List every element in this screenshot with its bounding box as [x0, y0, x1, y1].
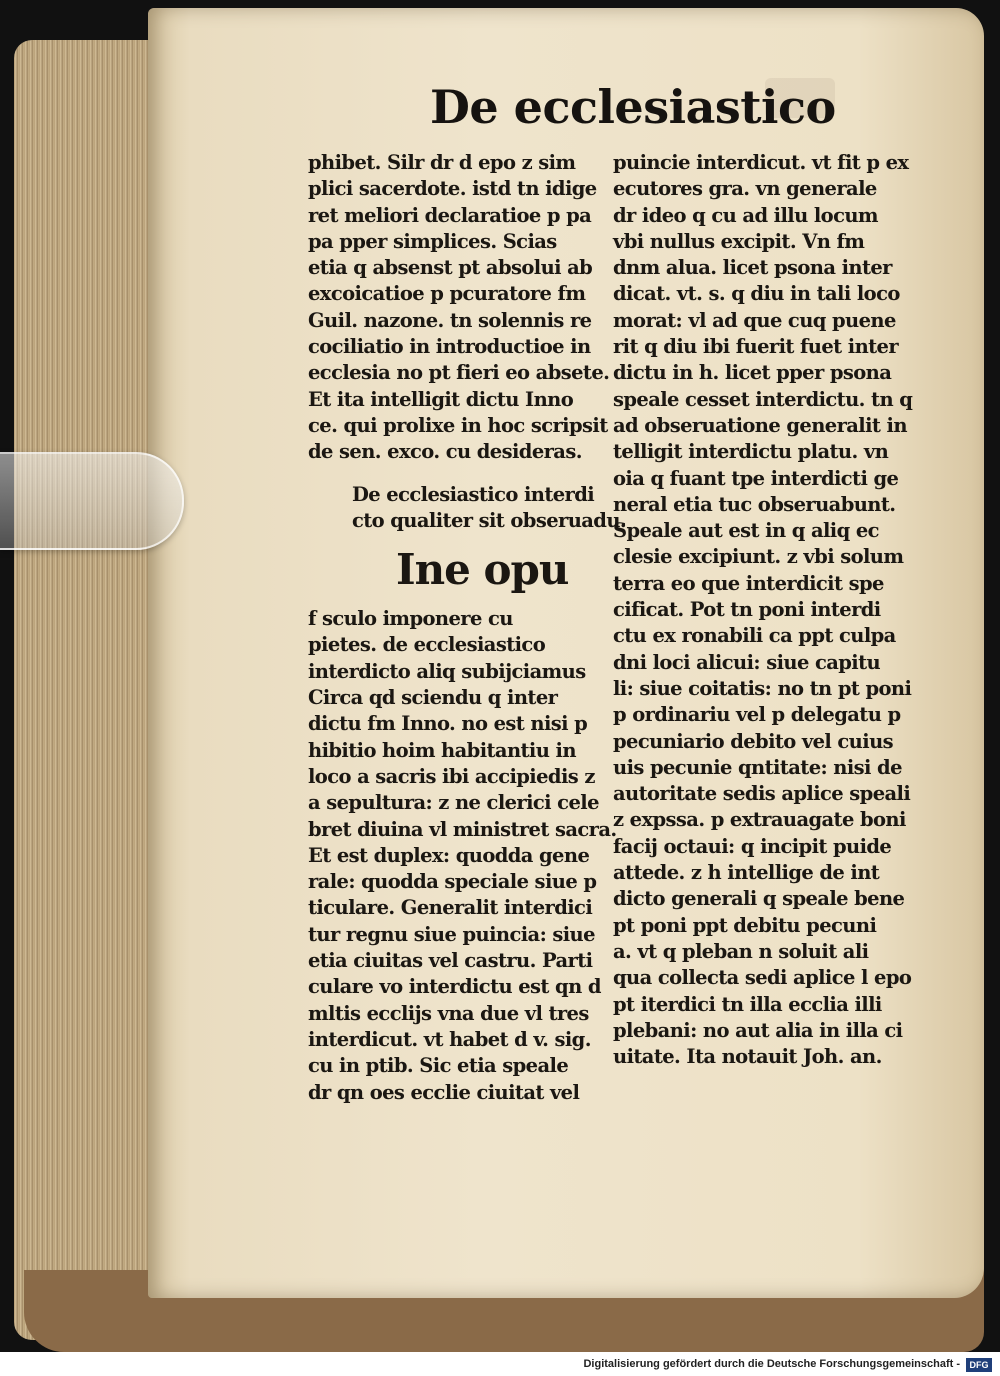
text-line: cto qualiter sit obseruadu. [352, 508, 627, 532]
text-line: plici sacerdote. istd tn idige [308, 177, 597, 201]
footer-credit: Digitalisierung gefördert durch die Deutsche Forschungsgemeinschaft - [583, 1358, 960, 1370]
text-line: oia q fuant tpe interdicti ge [613, 466, 899, 490]
text-line: pt poni ppt debitu pecuni [613, 913, 877, 937]
text-line: De ecclesiastico interdi [352, 482, 595, 506]
text-line: interdicut. vt habet d v. sig. [308, 1027, 591, 1051]
text-line: neral etia tuc obseruabunt. [613, 492, 896, 516]
bookmark-clip [0, 452, 184, 550]
text-line: rit q diu ibi fuerit fuet inter [613, 335, 899, 359]
dfg-logo: DFG [966, 1358, 992, 1372]
text-line: rale: quodda speciale siue p [308, 870, 597, 894]
text-line: loco a sacris ibi accipiedis z [308, 764, 595, 788]
text-line: f sculo imponere cu [308, 607, 513, 631]
text-line: ret meliori declaratioe p pa [308, 203, 592, 227]
text-line: p ordinariu vel p delegatu p [613, 703, 901, 727]
text-line: hibitio hoim habitantiu in [308, 738, 576, 762]
running-head: De ecclesiastico [430, 80, 836, 134]
left-column-body [308, 606, 617, 1106]
text-line: terra eo que interdicit spe [613, 571, 884, 595]
text-line: cu in ptib. Sic etia speale [308, 1054, 569, 1078]
text-line: culare vo interdictu est qn d [308, 975, 601, 999]
text-line: dictu in h. licet pper psona [613, 361, 892, 385]
text-line: Speale aut est in q aliq ec [613, 519, 879, 543]
left-column-lines [308, 150, 610, 466]
text-line: Guil. nazone. tn solennis re [308, 308, 592, 332]
text-line: pietes. de ecclesiastico [308, 633, 546, 657]
section-heading [308, 482, 627, 535]
text-line: telligit interdictu platu. vn [613, 440, 889, 464]
text-line: excoicatioe p pcuratore fm [308, 282, 586, 306]
text-line: pecuniario debito vel cuius [613, 729, 894, 753]
text-line: vbi nullus excipit. Vn fm [613, 229, 865, 253]
text-line: Et est duplex: quodda gene [308, 843, 590, 867]
text-line: bret diuina vl ministret sacra. [308, 817, 617, 841]
text-line: a sepultura: z ne clerici cele [308, 791, 599, 815]
text-line: tur regnu siue puincia: siue [308, 922, 595, 946]
text-line: cociliatio in introductioe in [308, 335, 591, 359]
text-line: ecutores gra. vn generale [613, 177, 877, 201]
text-line: ad obseruatione generalit in [613, 413, 907, 437]
text-line: puincie interdicut. vt fit p ex [613, 151, 909, 174]
right-column-lines [613, 150, 913, 1070]
text-line: dicat. vt. s. q diu in tali loco [613, 282, 900, 306]
text-line: a. vt q pleban n soluit ali [613, 939, 869, 963]
text-line: de sen. exco. cu desideras. [308, 440, 582, 464]
text-line: li: siue coitatis: no tn pt poni [613, 676, 912, 700]
text-line: cificat. Pot tn poni interdi [613, 598, 881, 622]
text-line: pa pper simplices. Scias [308, 229, 557, 253]
text-line: ce. qui prolixe in hoc scripsit [308, 413, 608, 437]
footer-bar [0, 1354, 1000, 1376]
book-fore-edge [14, 40, 164, 1340]
bleed-through-mark [300, 74, 440, 104]
text-line: interdicto aliq subijciamus [308, 659, 586, 683]
text-line: etia q absenst pt absolui ab [308, 256, 593, 280]
text-line: ticulare. Generalit interdici [308, 896, 593, 920]
text-line: Circa qd sciendu q inter [308, 686, 558, 710]
text-line: pt iterdici tn illa ecclia illi [613, 992, 882, 1016]
text-line: dictu fm Inno. no est nisi p [308, 712, 588, 736]
text-line: qua collecta sedi aplice l epo [613, 966, 912, 990]
text-line: mltis ecclijs vna due vl tres [308, 1001, 589, 1025]
text-line: autoritate sedis aplice speali [613, 782, 911, 806]
left-column [308, 150, 627, 1106]
right-column [613, 150, 913, 1070]
text-line: plebani: no aut alia in illa ci [613, 1018, 903, 1042]
text-line: dicto generali q speale bene [613, 887, 905, 911]
text-line: Et ita intelligit dictu Inno [308, 387, 574, 411]
text-line: dr qn oes ecclie ciuitat vel [308, 1080, 580, 1104]
text-line: dni loci alicui: siue capitu [613, 650, 881, 674]
text-line: uis pecunie qntitate: nisi de [613, 755, 902, 779]
text-line: phibet. Silr dr d epo z sim [308, 151, 576, 174]
text-line: attede. z h intellige de int [613, 861, 880, 885]
text-line: ecclesia no pt fieri eo absete. [308, 361, 610, 385]
text-line: uitate. Ita notauit Joh. an. [613, 1045, 882, 1069]
text-line: clesie excipiunt. z vbi solum [613, 545, 904, 569]
text-line: morat: vl ad que cuq puene [613, 308, 896, 332]
text-line: ctu ex ronabili ca ppt culpa [613, 624, 896, 648]
text-line: dnm alua. licet psona inter [613, 256, 892, 280]
text-line: dr ideo q cu ad illu locum [613, 203, 878, 227]
decorated-initial-line: Ine opu [396, 545, 569, 595]
text-line: z expssa. p extrauagate boni [613, 808, 906, 832]
text-line: speale cesset interdictu. tn q [613, 387, 913, 411]
text-line: facij octaui: q incipit puide [613, 834, 892, 858]
text-line: etia ciuitas vel castru. Parti [308, 949, 593, 973]
